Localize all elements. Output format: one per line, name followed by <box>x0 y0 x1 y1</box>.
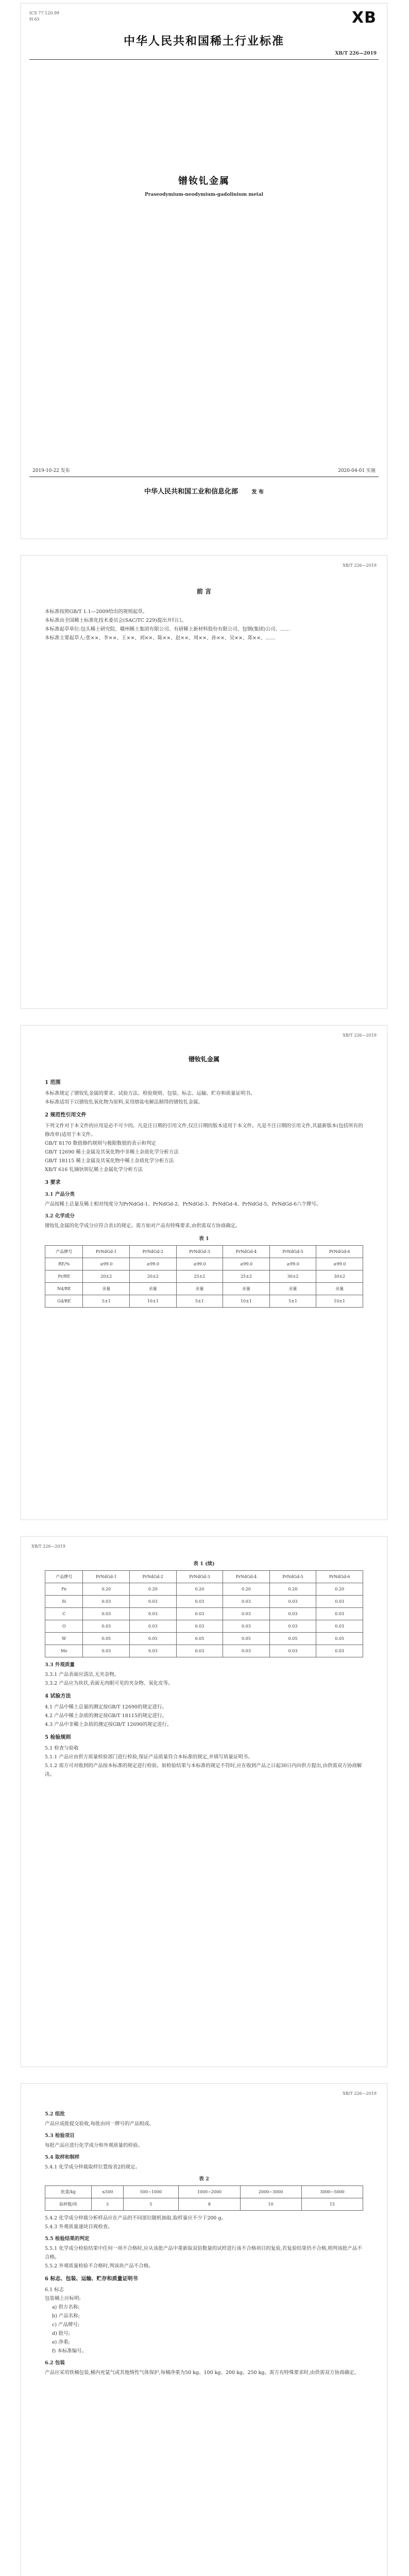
paragraph: XB/T 616 钆镝钬铒钇稀土金属化学分析方法 <box>45 1167 143 1173</box>
standard-title: 中华人民共和国稀土行业标准 <box>123 35 284 48</box>
page5-body <box>45 2107 363 2377</box>
paragraph: 每批产品应进行化学成分和外观质量的检验。 <box>45 2143 143 2148</box>
ccs-code: H 65 <box>29 17 40 22</box>
table-cell: PrNdGd-1 <box>83 1571 130 1583</box>
list-item: e) 净重; <box>52 2340 70 2345</box>
paragraph: 4.2 产品中稀土杂质的测定按GB/T 18115的规定进行。 <box>45 1713 167 1719</box>
table-cell: PrNdGd-6 <box>316 1246 363 1258</box>
table-row <box>45 2198 363 2211</box>
table-cell: 0.03 <box>176 1645 223 1657</box>
paragraph: 4.1 产品中稀土总量的测定按GB/T 12690的规定进行。 <box>45 1704 167 1710</box>
table-cell: 0.20 <box>223 1583 270 1596</box>
table-cell: 3000~5000 <box>301 2186 363 2198</box>
table-cell: 25±2 <box>223 1270 270 1283</box>
subsection-title: 5.3 检验项目 <box>45 2133 75 2139</box>
table-cell: Mo <box>45 1645 83 1657</box>
main-text-page <box>21 1025 387 1520</box>
list-item: f) 本标准编号。 <box>52 2348 87 2354</box>
section-title: 4 试验方法 <box>45 1693 71 1699</box>
table-cell: 10 <box>240 2198 301 2211</box>
paragraph: 5.4.2 化学成分仲裁分析样品应在产品的不同部位随机抽取,取样量应不少于200 g。 <box>45 2215 226 2221</box>
foreword-line: 本标准起草单位:包头稀土研究院、赣州稀土集团有限公司、有研稀土新材料股份有限公司、包钢(集团)公司、…… <box>45 626 291 632</box>
foreword-body <box>45 607 363 642</box>
table-cell: 2000~3000 <box>240 2186 301 2198</box>
table-cell: W <box>45 1633 83 1645</box>
table-cell: 余量 <box>130 1283 177 1295</box>
paragraph: 5.1 检查与验收 <box>45 1745 79 1751</box>
list-item: b) 产品名称; <box>52 2313 80 2319</box>
table-cell: Pr/RE <box>45 1270 83 1283</box>
foreword-heading: 前 言 <box>196 588 212 595</box>
table-row <box>45 1258 363 1270</box>
table-cell: 批重/kg <box>45 2186 92 2198</box>
section-title: 1 范围 <box>45 1080 61 1086</box>
table-cell: 25±2 <box>176 1270 223 1283</box>
main-heading: 镨钕钆金属 <box>188 1056 219 1063</box>
table-cell: 10±1 <box>223 1295 270 1308</box>
paragraph: 4.3 产品中非稀土杂质的测定按GB/T 12690的规定进行。 <box>45 1722 172 1727</box>
issue-word: 发 布 <box>251 489 264 495</box>
impurity-table <box>45 1570 363 1657</box>
text-page-4 <box>21 1536 387 2067</box>
table-cell: 0.05 <box>269 1633 316 1645</box>
foreword-line: 本标准按照GB/T 1.1—2009给出的规则起草。 <box>45 609 148 615</box>
sampling-table <box>45 2185 363 2211</box>
paragraph: 5.1.1 产品应由供方质量检验部门进行检验,保证产品质量符合本标准的规定,并填写质量证明书。 <box>45 1754 253 1760</box>
page-header: XB/T 226—2019 <box>343 563 377 568</box>
table-row <box>45 1583 363 1596</box>
table-cell: 产品牌号 <box>45 1571 83 1583</box>
table-cell: 15 <box>301 2198 363 2211</box>
table-cell: 5 <box>123 2198 179 2211</box>
paragraph: 镨钕钆金属的化学成分应符合表1的规定。需方如对产品有特殊要求,由供需双方协商确定。 <box>45 1223 241 1229</box>
table-cell: 1000~2000 <box>179 2186 240 2198</box>
standard-code: XB/T 226—2019 <box>335 51 377 56</box>
table-cell: 0.03 <box>176 1596 223 1608</box>
list-item: c) 产品牌号; <box>52 2322 80 2328</box>
table-cell: 10±1 <box>316 1295 363 1308</box>
table-cell: ≥99.0 <box>223 1258 270 1270</box>
table-cell: 0.03 <box>269 1596 316 1608</box>
table-cell: 0.03 <box>83 1596 130 1608</box>
table-cell: 0.20 <box>83 1583 130 1596</box>
table-cell: 0.03 <box>176 1608 223 1620</box>
table-cell: 0.03 <box>176 1620 223 1633</box>
table-row <box>45 1596 363 1608</box>
table-cell: 0.03 <box>83 1645 130 1657</box>
foreword-line: 本标准主要起草人:张××、李××、王××、刘××、陈××、赵××、周××、孙××、吴××、郑××、…… <box>45 635 276 641</box>
list-item: a) 供方名称; <box>52 2304 80 2310</box>
table-caption: 表 1 (续) <box>193 1561 215 1567</box>
table-cell: PrNdGd-3 <box>176 1571 223 1583</box>
table-header-row <box>45 1246 363 1258</box>
table-cell: 20±2 <box>83 1270 130 1283</box>
doc-title-en: Praseodymium-neodymium-gadolinium metal <box>144 192 264 197</box>
table-cell: PrNdGd-1 <box>83 1246 130 1258</box>
paragraph: 5.4.3 外观质量逐块目视检查。 <box>45 2224 113 2230</box>
foreword-line: 本标准由全国稀土标准化技术委员会(SAC/TC 229)提出并归口。 <box>45 618 187 623</box>
page-header: XB/T 226—2019 <box>343 2091 377 2096</box>
paragraph: 包装桶上应标明: <box>45 2296 81 2301</box>
table-row <box>45 1645 363 1657</box>
table-caption: 表 2 <box>199 2176 209 2182</box>
table-row <box>45 1633 363 1645</box>
section-title: 6 标志、包装、运输、贮存和质量证明书 <box>45 2276 138 2282</box>
table-cell: 0.03 <box>130 1645 177 1657</box>
table-cell: 产品牌号 <box>45 1246 83 1258</box>
issue-date: 2019-10-22 发布 <box>32 468 70 473</box>
table-cell: ≥99.0 <box>176 1258 223 1270</box>
table-cell: ≥99.0 <box>83 1258 130 1270</box>
list-item: d) 批号; <box>52 2331 71 2336</box>
table-cell: Si <box>45 1596 83 1608</box>
table-cell: 0.05 <box>83 1633 130 1645</box>
table-cell: Fe <box>45 1583 83 1596</box>
subsection-title: 3.2 化学成分 <box>45 1213 75 1219</box>
table-cell: 3 <box>92 2198 123 2211</box>
table-cell: 0.05 <box>223 1633 270 1645</box>
page-header: XB/T 226—2019 <box>343 1033 377 1038</box>
table-cell: 0.20 <box>316 1583 363 1596</box>
table-cell: 10±1 <box>130 1295 177 1308</box>
subsection-title: 3.1 产品分类 <box>45 1192 75 1197</box>
paragraph: GB/T 8170 数值修约规则与极限数值的表示和判定 <box>45 1141 156 1146</box>
table-cell: 0.03 <box>316 1645 363 1657</box>
paragraph: 6.1 标志 <box>45 2287 64 2293</box>
table-cell: PrNdGd-2 <box>130 1246 177 1258</box>
paragraph: 产品应成批提交验收,每批由同一牌号的产品组成。 <box>45 2121 155 2127</box>
table-cell: PrNdGd-3 <box>176 1246 223 1258</box>
paragraph: GB/T 12690 稀土金属及其氧化物中非稀土杂质化学分析方法 <box>45 1149 179 1155</box>
section-title: 2 规范性引用文件 <box>45 1112 87 1118</box>
table-cell: PrNdGd-6 <box>316 1571 363 1583</box>
table-header-row <box>45 2186 363 2198</box>
table-cell: 0.03 <box>269 1620 316 1633</box>
table-cell: 500~1000 <box>123 2186 179 2198</box>
table-cell: 0.03 <box>223 1645 270 1657</box>
table-cell: 0.03 <box>269 1645 316 1657</box>
foreword-page <box>21 555 387 1009</box>
table-row <box>45 1295 363 1308</box>
table-cell: 0.05 <box>176 1633 223 1645</box>
table-cell: 0.03 <box>316 1596 363 1608</box>
table-cell: 5±1 <box>83 1295 130 1308</box>
paragraph: 下列文件对于本文件的应用是必不可少的。凡是注日期的引用文件,仅注日期的版本适用于本文件。凡是不注日期的引用文件,其最新版本(包括所有的修改单)适用于本文件。 <box>45 1123 363 1138</box>
doc-title-cn: 镨钕钆金属 <box>178 176 230 187</box>
table-row <box>45 1283 363 1295</box>
paragraph: 产品应采用铁桶包装,桶内充氩气或其他惰性气体保护,每桶净重为50 kg、100 kg、200 kg、250 kg。需方有特殊要求时,由供需双方协商确定。 <box>45 2370 359 2376</box>
table-cell: PrNdGd-4 <box>223 1571 270 1583</box>
issuer-line <box>21 486 387 496</box>
page-header: XB/T 226—2019 <box>31 1544 65 1549</box>
section-title: 3 要求 <box>45 1180 61 1185</box>
table-cell: 0.05 <box>316 1633 363 1645</box>
paragraph: 产品按稀土总量及稀土相对纯度分为PrNdGd-1、PrNdGd-2、PrNdGd-3、PrNdGd-4、PrNdGd-5、PrNdGd-6六个牌号。 <box>45 1201 321 1207</box>
table-cell: 余量 <box>269 1283 316 1295</box>
table-cell: 0.03 <box>316 1620 363 1633</box>
paragraph: 5.5.2 外观质量检验不合格时,判该块产品不合格。 <box>45 2263 154 2269</box>
table-cell: 0.03 <box>223 1596 270 1608</box>
paragraph: 5.1.2 需方可对收到的产品按本标准的规定进行检验。如检验结果与本标准的规定不符时,应在收到产品之日起30日内向供方提出,由供需双方协商解决。 <box>45 1763 362 1777</box>
table-cell: 30±2 <box>269 1270 316 1283</box>
table-cell: ≥99.0 <box>269 1258 316 1270</box>
table-cell: ≤500 <box>92 2186 123 2198</box>
table-caption: 表 1 <box>199 1236 209 1242</box>
paragraph: 5.4.1 化学成分仲裁取样位置按表2的规定。 <box>45 2164 141 2170</box>
table-cell: PrNdGd-5 <box>269 1246 316 1258</box>
paragraph: 本标准规定了镨钕钆金属的要求、试验方法、检验规则、包装、标志、运输、贮存和质量证明书。 <box>45 1091 255 1096</box>
subsection-title: 6.2 包装 <box>45 2360 65 2366</box>
table-cell: Gd/RE <box>45 1295 83 1308</box>
composition-table <box>45 1245 363 1308</box>
table-cell: C <box>45 1608 83 1620</box>
table-cell: 余量 <box>316 1283 363 1295</box>
paragraph: GB/T 18115 稀土金属及其氧化物中稀土杂质化学分析方法 <box>45 1158 174 1164</box>
table-cell: 0.05 <box>130 1633 177 1645</box>
table-cell: PrNdGd-5 <box>269 1571 316 1583</box>
table-cell: 余量 <box>176 1283 223 1295</box>
table-cell: 0.20 <box>269 1583 316 1596</box>
table-cell: 8 <box>179 2198 240 2211</box>
table-cell: 0.03 <box>130 1608 177 1620</box>
table-row <box>45 1270 363 1283</box>
paragraph: 5.5.1 化学成分检验结果中任何一项不合格时,应从该批产品中重新取双倍数量的试样进行该不合格项目的复验,若复验结果仍不合格,则判该批产品不合格。 <box>45 2246 362 2260</box>
section-title: 5 检验规则 <box>45 1735 71 1740</box>
table-cell: 余量 <box>223 1283 270 1295</box>
table-cell: 0.20 <box>176 1583 223 1596</box>
table-cell: 余量 <box>83 1283 130 1295</box>
table-cell: 0.03 <box>130 1620 177 1633</box>
subsection-title: 3.3 外观质量 <box>45 1662 75 1668</box>
table-cell: PrNdGd-4 <box>223 1246 270 1258</box>
table-cell: O <box>45 1620 83 1633</box>
table-row <box>45 1608 363 1620</box>
table-cell: 5±1 <box>176 1295 223 1308</box>
table-cell: 30±2 <box>316 1270 363 1283</box>
paragraph: 本标准适用于以镨钕钆氧化物为原料,采用熔盐电解法制得的镨钕钆金属。 <box>45 1099 203 1105</box>
subsection-title: 5.5 检验结果的判定 <box>45 2236 90 2242</box>
table-row <box>45 1620 363 1633</box>
table-cell: ≥99.0 <box>130 1258 177 1270</box>
table-cell: 0.03 <box>83 1608 130 1620</box>
table-cell: 0.20 <box>130 1583 177 1596</box>
table-cell: 0.03 <box>223 1608 270 1620</box>
text-page-5 <box>21 2083 387 2576</box>
ics-code: ICS 77.120.99 <box>29 11 60 15</box>
table-cell: 0.03 <box>223 1620 270 1633</box>
issuer: 中华人民共和国工业和信息化部 <box>144 488 238 496</box>
paragraph: 3.3.1 产品表面应清洁,无夹杂物。 <box>45 1672 120 1677</box>
subsection-title: 5.2 组批 <box>45 2111 65 2117</box>
table-cell: 取样数/块 <box>45 2198 92 2211</box>
table-cell: 20±2 <box>130 1270 177 1283</box>
page4-body <box>45 1560 363 1779</box>
table-cell: PrNdGd-2 <box>130 1571 177 1583</box>
table-cell: 0.03 <box>269 1608 316 1620</box>
implementation-date: 2020-04-01 实施 <box>338 468 376 473</box>
main-body <box>45 1074 363 1308</box>
top-rule <box>29 59 379 60</box>
cover-page <box>21 3 387 539</box>
xb-logo: XB <box>352 9 377 27</box>
table-cell: ≥99.0 <box>316 1258 363 1270</box>
table-header-row <box>45 1571 363 1583</box>
paragraph: 3.3.2 产品应为块状,表面无肉眼可见的夹杂物、氧化皮等。 <box>45 1681 173 1686</box>
table-cell: 5±1 <box>269 1295 316 1308</box>
table-cell: 0.03 <box>316 1608 363 1620</box>
table-cell: 0.03 <box>130 1596 177 1608</box>
subsection-title: 5.4 取样和制样 <box>45 2155 80 2160</box>
table-cell: RE/% <box>45 1258 83 1270</box>
table-cell: 0.03 <box>83 1620 130 1633</box>
table-cell: Nd/RE <box>45 1283 83 1295</box>
